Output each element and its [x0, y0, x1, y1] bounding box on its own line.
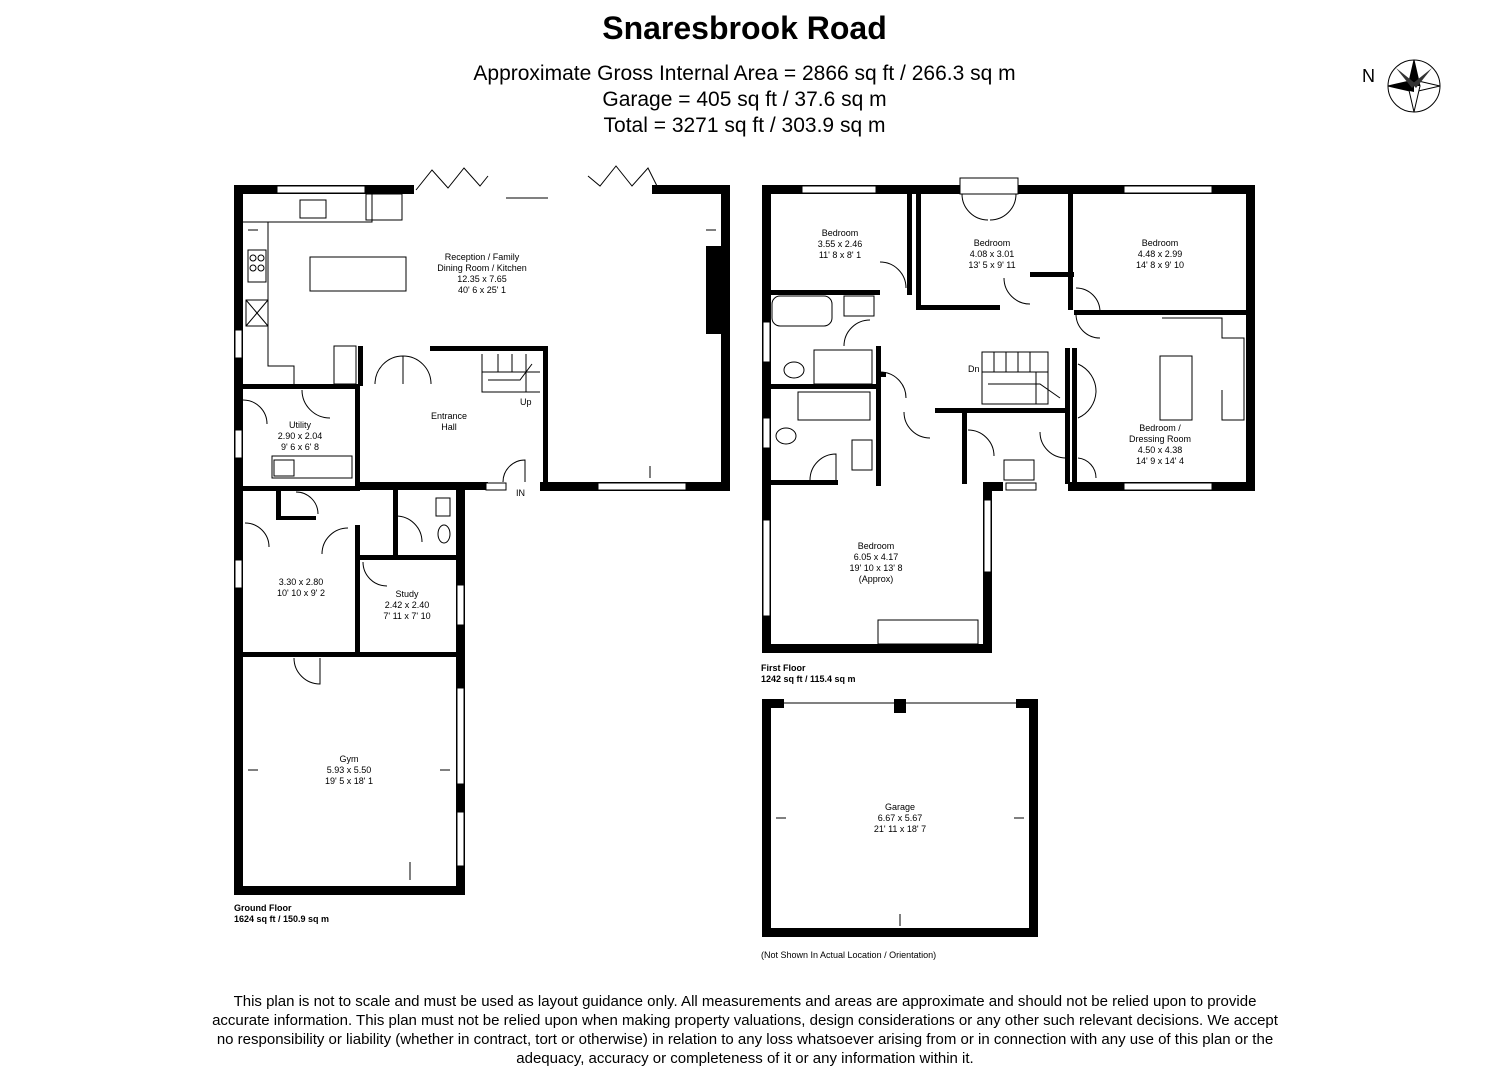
gym-metric: 5.93 x 5.50 [326, 765, 372, 775]
compass-north-label: N [1362, 66, 1375, 86]
bed5-metric: 6.05 x 4.17 [853, 552, 899, 562]
utility-metric: 2.90 x 2.04 [277, 431, 323, 441]
first-floor-label: First Floor [761, 663, 806, 673]
hall-name-2: Hall [441, 422, 457, 432]
bed3-name: Bedroom [1141, 238, 1179, 248]
gym-name: Gym [339, 754, 359, 764]
reception-metric: 12.35 x 7.65 [457, 274, 507, 284]
bed5-imperial: 19' 10 x 13' 8 [849, 563, 903, 573]
utility-name: Utility [289, 420, 311, 430]
stairs-down-label: Dn [968, 364, 980, 374]
bed3-imperial: 14' 8 x 9' 10 [1136, 260, 1184, 270]
stairs-up-label: Up [520, 397, 532, 407]
plan-title: Snaresbrook Road [602, 10, 887, 46]
study-name: Study [395, 589, 419, 599]
garage-name: Garage [884, 802, 916, 812]
dressing-metric: 4.50 x 4.38 [1137, 445, 1183, 455]
bed5-note: (Approx) [858, 574, 894, 584]
ground-floor-label: Ground Floor [234, 903, 292, 913]
bed1-name: Bedroom [821, 228, 859, 238]
entrance-in-label: IN [516, 488, 525, 498]
garage-area-text: Garage = 405 sq ft / 37.6 sq m [602, 88, 887, 111]
utility-imperial: 9' 6 x 6' 8 [281, 442, 319, 452]
room-imperial: 10' 10 x 9' 2 [277, 588, 325, 598]
room-metric: 3.30 x 2.80 [278, 577, 324, 587]
bed2-name: Bedroom [973, 238, 1011, 248]
dressing-name-2: Dressing Room [1128, 434, 1192, 444]
bed2-imperial: 13' 5 x 9' 11 [968, 260, 1016, 270]
reception-name-1: Reception / Family [444, 252, 520, 262]
bed5-name: Bedroom [857, 541, 895, 551]
hall-name-1: Entrance [430, 411, 468, 421]
gym-imperial: 19' 5 x 18' 1 [325, 776, 373, 786]
garage-note: (Not Shown In Actual Location / Orientation) [761, 950, 937, 960]
dressing-imperial: 14' 9 x 14' 4 [1136, 456, 1184, 466]
ground-floor-labels [234, 252, 532, 924]
ground-floor-area: 1624 sq ft / 150.9 sq m [234, 914, 330, 924]
garage-metric: 6.67 x 5.67 [877, 813, 923, 823]
gross-area-text: Approximate Gross Internal Area = 2866 sq ft / 266.3 sq m [473, 62, 1016, 85]
reception-imperial: 40' 6 x 25' 1 [458, 285, 506, 295]
disclaimer-text: This plan is not to scale and must be used as layout guidance only. All measurements and areas are approximate and should not be relied upon to provide accurate information. This plan must not be relied upon when making property valuations, design considerations or any other such relevant decisions. We accept no responsibility or liability (whether in contract, tort or otherwise) in relation to any loss whatsoever arising from or in connection with any use of this plan or the adequacy, accuracy or completeness of it or any information within it. [212, 993, 1278, 1067]
dressing-name-1: Bedroom / [1139, 423, 1181, 433]
study-metric: 2.42 x 2.40 [384, 600, 430, 610]
total-area-text: Total = 3271 sq ft / 303.9 sq m [603, 114, 886, 137]
first-floor-area: 1242 sq ft / 115.4 sq m [761, 674, 856, 684]
bed1-imperial: 11' 8 x 8' 1 [818, 250, 862, 260]
bed3-metric: 4.48 x 2.99 [1137, 249, 1183, 259]
bed1-metric: 3.55 x 2.46 [817, 239, 863, 249]
study-imperial: 7' 11 x 7' 10 [383, 611, 431, 621]
reception-name-2: Dining Room / Kitchen [437, 263, 527, 273]
garage-imperial: 21' 11 x 18' 7 [873, 824, 927, 834]
bed2-metric: 4.08 x 3.01 [969, 249, 1015, 259]
